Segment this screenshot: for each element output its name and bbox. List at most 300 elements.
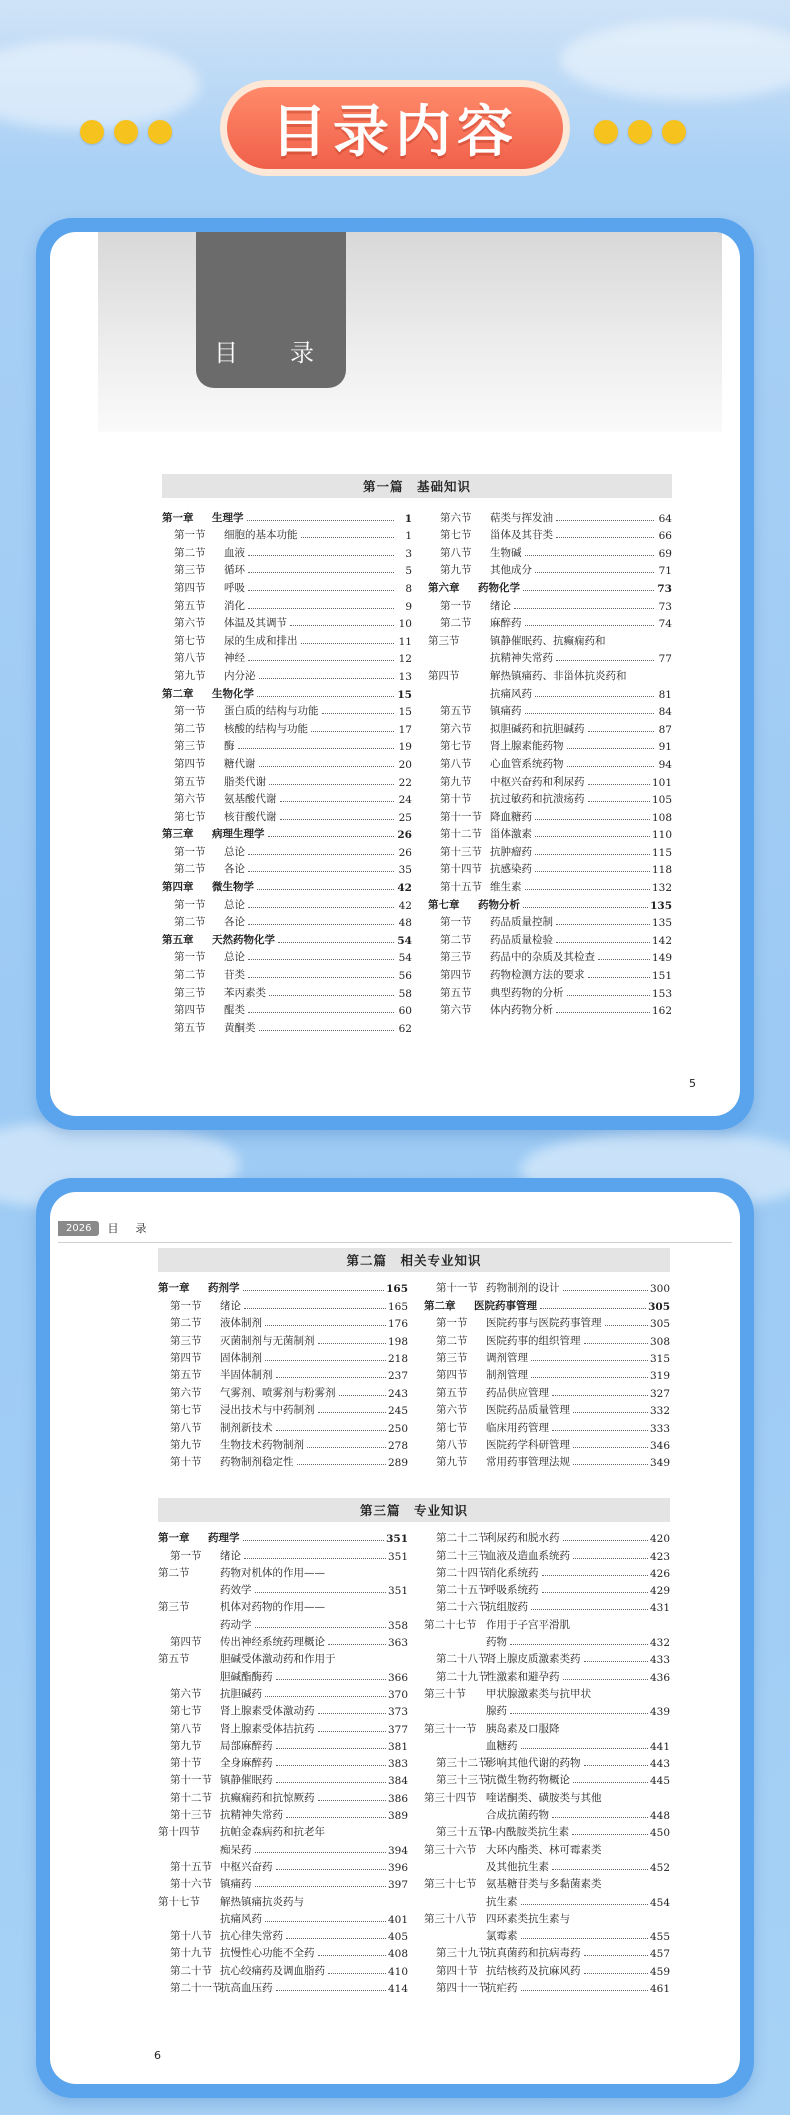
toc-page-number: 349: [649, 1457, 670, 1470]
dot-leader: [318, 1731, 386, 1732]
toc-entry-title: 内分泌: [224, 669, 256, 682]
dot-leader: [276, 1990, 386, 1991]
toc-section-row: [428, 736, 672, 754]
toc-section-row: [424, 1435, 670, 1452]
dot-leader: [510, 1713, 648, 1714]
dot-leader: [297, 1464, 386, 1465]
toc-section-row: [428, 912, 672, 930]
toc-page-number: 162: [651, 1005, 672, 1018]
header-year-tab: 2026: [58, 1221, 99, 1236]
dot-leader: [265, 1696, 386, 1697]
dot-leader: [535, 871, 650, 872]
toc-page-number: 118: [651, 864, 672, 877]
dot: [628, 120, 652, 144]
toc-entry-title: 血糖药: [486, 1739, 518, 1752]
toc-section-row: [428, 947, 672, 965]
toc-entry-title: 萜类与挥发油: [490, 511, 553, 524]
toc-entry-title: 抗癫痫药和抗惊厥药: [220, 1791, 315, 1804]
toc-entry-number: 第十五节: [440, 881, 482, 894]
toc-section-row: [158, 1435, 408, 1452]
dot-leader: [535, 572, 654, 573]
toc-page-number: 448: [649, 1810, 670, 1823]
toc-entry-title: 灭菌制剂与无菌制剂: [220, 1334, 315, 1347]
toc-entry-number: 第七节: [436, 1421, 468, 1434]
dot-leader: [525, 713, 655, 714]
toc-entry-title: 核酸的结构与功能: [224, 722, 308, 735]
dot-leader: [259, 766, 395, 767]
toc-entry-number: 第五节: [436, 1386, 468, 1399]
toc-entry-number: 第八节: [436, 1438, 468, 1451]
toc-entry-title: 呼吸: [224, 581, 245, 594]
toc-entry-title: 肾上腺素受体拮抗药: [220, 1722, 315, 1735]
toc-entry-number: 第四节: [174, 1004, 206, 1017]
dot-leader: [339, 1395, 386, 1396]
toc-entry-title: 酶: [224, 740, 235, 753]
toc-entry-number: 第一节: [170, 1549, 202, 1562]
toc-entry-title: 药品质量检验: [490, 933, 553, 946]
dot-leader: [525, 555, 655, 556]
toc-section-row: [424, 1614, 670, 1631]
toc-entry-number: 第八节: [170, 1722, 202, 1735]
dot-leader: [248, 555, 394, 556]
dot-leader: [556, 537, 654, 538]
toc-entry-title: 甾体激素: [490, 828, 532, 841]
toc-entry-title: 医院药事的组织管理: [486, 1334, 581, 1347]
toc-entry-number: 第一节: [440, 599, 472, 612]
toc-section-row: [428, 507, 672, 525]
dot-leader: [540, 1308, 646, 1309]
toc-entry-number: 第二十三节: [436, 1549, 489, 1562]
toc-entry-title: 抗心律失常药: [220, 1930, 283, 1943]
title-banner: [0, 70, 790, 180]
toc-entry-number: 第六章: [428, 581, 460, 594]
dot-leader: [244, 1558, 386, 1559]
toc-entry-number: 第十四节: [440, 863, 482, 876]
toc-entry-title: 抗组胺药: [486, 1601, 528, 1614]
toc-entry-number: 第三节: [170, 1334, 202, 1347]
toc-entry-title: 药品质量控制: [490, 916, 553, 929]
toc-entry-number: 第三节: [428, 634, 460, 647]
toc-section-row: [424, 1787, 670, 1804]
toc-entry-number: 第四节: [428, 669, 460, 682]
toc-entry-number: 第二节: [158, 1566, 190, 1579]
toc-section-row: [428, 806, 672, 824]
toc-entry-title: 肾上腺皮质激素类药: [486, 1653, 581, 1666]
dot-leader: [556, 520, 654, 521]
dot: [80, 120, 104, 144]
toc-section-row: [158, 1718, 408, 1735]
toc-entry-title: 生物化学: [212, 687, 254, 700]
toc-section-row: [162, 577, 412, 595]
toc-entry-title: 局部麻醉药: [220, 1739, 273, 1752]
toc-section-row: [162, 525, 412, 543]
toc-section-row: [158, 1787, 408, 1804]
toc-entry-title: 生理学: [212, 511, 244, 524]
toc-entry-number: 第四节: [170, 1351, 202, 1364]
toc-section-row: [158, 1597, 408, 1614]
toc-page-number: 71: [658, 565, 672, 578]
toc-entry-number: 第十节: [440, 793, 472, 806]
toc-section-row: [162, 613, 412, 631]
dot-leader: [259, 1030, 395, 1031]
dot-leader: [605, 1325, 648, 1326]
toc-entry-title: 抗痛风药: [220, 1912, 262, 1925]
toc-entry-number: 第三十九节: [436, 1947, 489, 1960]
toc-page-number: 436: [649, 1671, 670, 1684]
toc-page-number: 351: [386, 1533, 408, 1546]
toc-page-number: 149: [651, 952, 672, 965]
toc-page-number: 351: [387, 1550, 408, 1563]
toc-entry-number: 第四章: [162, 881, 194, 894]
part-title: 第二篇 相关专业知识: [346, 1253, 482, 1268]
toc-entry-number: 第七节: [440, 740, 472, 753]
toc-entry-title: 影响其他代谢的药物: [486, 1757, 581, 1770]
toc-page-number: 35: [398, 864, 412, 877]
toc-entry-title: 四环素类抗生素与: [486, 1912, 570, 1925]
toc-entry-title: 药物制剂稳定性: [220, 1456, 294, 1469]
toc-page-number: 408: [387, 1948, 408, 1961]
dot-leader: [243, 1290, 385, 1291]
toc-section-row: [424, 1718, 670, 1735]
toc-page-number: 9: [405, 600, 412, 613]
toc-entry-number: 第一节: [436, 1317, 468, 1330]
dot-leader: [259, 678, 395, 679]
toc-page-card-1: [36, 218, 754, 1130]
toc-page-number: 54: [397, 934, 412, 947]
toc-section-row: [428, 1000, 672, 1018]
toc-section-row: [162, 542, 412, 560]
toc-entry-number: 第十三节: [170, 1809, 212, 1822]
dot-leader: [572, 1834, 648, 1835]
toc-section-row: [162, 595, 412, 613]
toc-page-number: 58: [398, 987, 412, 1000]
toc-entry-title: 甾体及其苷类: [490, 529, 553, 542]
toc-section-row: [428, 665, 672, 683]
toc-page-number: 423: [649, 1550, 670, 1563]
toc-heading-box: [196, 232, 346, 388]
toc-page-number: 397: [387, 1879, 408, 1892]
dot-leader: [290, 625, 394, 626]
toc-section-row: [424, 1753, 670, 1770]
toc-entry-number: 第九节: [170, 1438, 202, 1451]
toc-entry-title: 抗肿瘤药: [490, 845, 532, 858]
toc-page-number: 153: [651, 987, 672, 1000]
toc-entry-title: 甲状腺激素类与抗甲状: [486, 1687, 591, 1700]
toc-section-row: [428, 560, 672, 578]
toc-entry-number: 第三十五节: [436, 1826, 489, 1839]
toc-page-number: 26: [397, 829, 412, 842]
toc-page-number: 433: [649, 1654, 670, 1667]
dot-leader: [286, 1817, 386, 1818]
toc-page-number: 401: [387, 1913, 408, 1926]
toc-entry-title: 临床用药管理: [486, 1421, 549, 1434]
toc-page-number: 15: [397, 688, 412, 701]
toc-section-row: [424, 1926, 670, 1943]
toc-entry-number: 第四节: [170, 1636, 202, 1649]
toc-entry-number: 第十一节: [170, 1774, 212, 1787]
toc-column-left: [158, 1528, 408, 1995]
toc-entry-number: 第二十节: [170, 1964, 212, 1977]
toc-section-row: [424, 1857, 670, 1874]
toc-entry-number: 第十一节: [440, 810, 482, 823]
toc-entry-title: 解热镇痛药、非甾体抗炎药和: [490, 669, 627, 682]
toc-section-row: [428, 613, 672, 631]
dot-leader: [552, 1869, 648, 1870]
dot-leader: [556, 1012, 650, 1013]
toc-entry-title: 抗精神失常药: [220, 1809, 283, 1822]
toc-entry-title: 糖代谢: [224, 757, 256, 770]
dot-leader: [573, 1558, 648, 1559]
toc-page-number: 165: [387, 1300, 408, 1313]
toc-section-row: [424, 1666, 670, 1683]
toc-page-number: 363: [387, 1637, 408, 1650]
toc-entry-number: 第六节: [174, 617, 206, 630]
toc-entry-title: 中枢兴奋药: [220, 1860, 273, 1873]
dot-leader: [248, 924, 394, 925]
toc-section-row: [158, 1943, 408, 1960]
toc-entry-title: 中枢兴奋药和利尿药: [490, 775, 585, 788]
toc-entry-title: 制剂新技术: [220, 1421, 273, 1434]
toc-entry-number: 第四十一节: [436, 1982, 489, 1995]
toc-page-number: 15: [398, 706, 412, 719]
dot-leader: [248, 959, 394, 960]
toc-page-number: 305: [649, 1318, 670, 1331]
toc-entry-number: 第十七节: [158, 1895, 200, 1908]
toc-section-row: [424, 1805, 670, 1822]
toc-page-card-2: [36, 1178, 754, 2098]
toc-entry-title: 胆碱受体激动药和作用于: [220, 1653, 336, 1666]
toc-entry-title: 抗心绞痛药及调血脂药: [220, 1964, 325, 1977]
toc-entry-title: 抗疟药: [486, 1982, 518, 1995]
toc-entry-number: 第五节: [158, 1653, 190, 1666]
dot-leader: [248, 572, 394, 573]
toc-entry-number: 第九节: [440, 775, 472, 788]
dot-leader: [567, 748, 655, 749]
toc-section-row: [158, 1926, 408, 1943]
toc-entry-number: 第二十二节: [436, 1532, 489, 1545]
toc-section-row: [428, 525, 672, 543]
toc-entry-number: 第三十二节: [436, 1757, 489, 1770]
toc-entry-title: 总论: [224, 951, 245, 964]
toc-entry-title: 药物化学: [478, 581, 520, 594]
toc-entry-title: 生物碱: [490, 546, 522, 559]
page-number: 6: [154, 2049, 161, 2062]
toc-entry-title: 抗帕金森病药和抗老年: [220, 1826, 325, 1839]
toc-section-row: [158, 1684, 408, 1701]
toc-entry-number: 第十五节: [170, 1860, 212, 1873]
toc-chapter-row: [424, 1295, 670, 1312]
dot-leader: [276, 1765, 386, 1766]
toc-section-row: [424, 1943, 670, 1960]
toc-entry-title: 抗真菌药和抗病毒药: [486, 1947, 581, 1960]
toc-section-row: [424, 1978, 670, 1995]
toc-page-number: 308: [649, 1335, 670, 1348]
toc-entry-number: 第十四节: [158, 1826, 200, 1839]
toc-entry-title: 黄酮类: [224, 1021, 256, 1034]
toc-entry-title: 合成抗菌药物: [486, 1809, 549, 1822]
toc-entry-title: 蛋白质的结构与功能: [224, 705, 319, 718]
toc-entry-title: 尿的生成和排出: [224, 634, 298, 647]
toc-entry-number: 第六节: [440, 511, 472, 524]
toc-chapter-row: [162, 876, 412, 894]
toc-section-row: [162, 1000, 412, 1018]
toc-page-number: 42: [398, 899, 412, 912]
toc-entry-title: 浸出技术与中药制剂: [220, 1404, 315, 1417]
toc-page-number: 62: [398, 1022, 412, 1035]
toc-entry-title: 镇静催眠药: [220, 1774, 273, 1787]
dot-leader: [531, 1377, 648, 1378]
toc-entry-number: 第六节: [436, 1404, 468, 1417]
toc-entry-number: 第三节: [158, 1601, 190, 1614]
running-header: [58, 1220, 149, 1236]
toc-section-row: [158, 1857, 408, 1874]
toc-entry-title: 胆碱酯酶药: [220, 1670, 273, 1683]
dot-leader: [276, 1869, 386, 1870]
toc-column-left: [162, 507, 412, 1035]
toc-heading: 目 录: [214, 339, 328, 367]
toc-entry-title: 脂类代谢: [224, 775, 266, 788]
part-title-bar: [158, 1248, 670, 1272]
toc-section-row: [428, 753, 672, 771]
dot-leader: [556, 924, 650, 925]
toc-entry-title: 生物技术药物制剂: [220, 1438, 304, 1451]
toc-page-number: 73: [658, 600, 672, 613]
toc-page-number: 366: [387, 1671, 408, 1684]
dot-leader: [584, 1343, 648, 1344]
toc-entry-number: 第一节: [440, 916, 472, 929]
toc-entry-title: 苷类: [224, 969, 245, 982]
toc-section-row: [162, 753, 412, 771]
toc-chapter-row: [162, 683, 412, 701]
toc-page-number: 11: [398, 635, 412, 648]
toc-page-number: 17: [398, 723, 412, 736]
dot-leader: [318, 1955, 386, 1956]
dot: [114, 120, 138, 144]
toc-entry-title: 绪论: [220, 1549, 241, 1562]
toc-section-row: [428, 648, 672, 666]
toc-entry-number: 第二章: [424, 1299, 456, 1312]
toc-section-row: [162, 718, 412, 736]
toc-page-number: 351: [387, 1585, 408, 1598]
dot-leader: [276, 1377, 386, 1378]
toc-entry-title: 抗胆碱药: [220, 1687, 262, 1700]
dot-leader: [244, 1308, 386, 1309]
toc-entry-number: 第一章: [158, 1532, 190, 1545]
dot-leader: [588, 784, 650, 785]
toc-entry-title: 神经: [224, 652, 245, 665]
toc-page-number: 42: [397, 882, 412, 895]
toc-entry-number: 第五章: [162, 933, 194, 946]
toc-entry-number: 第三十节: [424, 1687, 466, 1700]
toc-entry-number: 第三十六节: [424, 1843, 477, 1856]
toc-section-row: [162, 771, 412, 789]
toc-page-number: 439: [649, 1706, 670, 1719]
toc-page-number: 66: [658, 530, 672, 543]
toc-entry-title: 血液及造血系统药: [486, 1549, 570, 1562]
toc-page-number: 410: [387, 1965, 408, 1978]
toc-entry-number: 第二节: [170, 1317, 202, 1330]
dot-leader: [301, 537, 395, 538]
toc-section-row: [158, 1753, 408, 1770]
toc-entry-title: 抗结核药及抗麻风药: [486, 1964, 581, 1977]
dot-leader: [238, 748, 395, 749]
toc-section-row: [162, 806, 412, 824]
dot-leader: [278, 942, 394, 943]
toc-section-row: [428, 683, 672, 701]
dot-leader: [301, 643, 395, 644]
toc-entry-number: 第三十四节: [424, 1791, 477, 1804]
toc-page-number: 386: [387, 1792, 408, 1805]
toc-page-number: 60: [398, 1005, 412, 1018]
toc-entry-number: 第三节: [436, 1351, 468, 1364]
toc-entry-title: 肾上腺素受体激动药: [220, 1705, 315, 1718]
toc-entry-number: 第六节: [440, 1004, 472, 1017]
toc-entry-title: 固体制剂: [220, 1351, 262, 1364]
toc-entry-title: 循环: [224, 564, 245, 577]
toc-entry-title: 维生素: [490, 881, 522, 894]
toc-entry-number: 第三节: [440, 951, 472, 964]
toc-entry-number: 第七节: [174, 634, 206, 647]
dot-leader: [584, 1765, 648, 1766]
toc-entry-title: 调剂管理: [486, 1351, 528, 1364]
decorative-dots-left: [80, 120, 172, 144]
dot-leader: [525, 625, 655, 626]
toc-page-number: 327: [649, 1387, 670, 1400]
toc-section-row: [158, 1701, 408, 1718]
toc-page-number: 110: [651, 829, 672, 842]
toc-entry-title: 消化: [224, 599, 245, 612]
toc-entry-number: 第十节: [170, 1757, 202, 1770]
toc-entry-title: 抗慢性心功能不全药: [220, 1947, 315, 1960]
toc-entry-title: 医院药事与医院药事管理: [486, 1317, 602, 1330]
toc-section-row: [162, 560, 412, 578]
toc-entry-title: 利尿药和脱水药: [486, 1532, 560, 1545]
toc-column-right: [424, 1528, 670, 1995]
dot-leader: [265, 1325, 386, 1326]
toc-entry-number: 第二节: [174, 916, 206, 929]
dot-leader: [322, 713, 395, 714]
toc-page-number: 8: [405, 582, 412, 595]
dot-leader: [255, 1852, 386, 1853]
toc-page-number: 56: [398, 970, 412, 983]
toc-page-number: 108: [651, 811, 672, 824]
toc-page-number: 332: [649, 1405, 670, 1418]
toc-page-number: 381: [387, 1740, 408, 1753]
dot-leader: [276, 1748, 386, 1749]
dot-leader: [521, 1938, 648, 1939]
toc-entry-title: 解热镇痛抗炎药与: [220, 1895, 304, 1908]
toc-section-row: [162, 789, 412, 807]
toc-entry-title: 抗感染药: [490, 863, 532, 876]
toc-chapter-row: [162, 507, 412, 525]
toc-section-row: [424, 1278, 670, 1295]
toc-section-row: [428, 841, 672, 859]
dot-leader: [598, 959, 650, 960]
toc-entry-title: 药物: [486, 1636, 507, 1649]
toc-entry-title: 痴呆药: [220, 1843, 252, 1856]
toc-entry-title: 降血糖药: [490, 810, 532, 823]
dot-leader: [318, 1343, 386, 1344]
toc-entry-title: 麻醉药: [490, 617, 522, 630]
toc-section-row: [158, 1822, 408, 1839]
toc-entry-title: 性激素和避孕药: [486, 1670, 560, 1683]
toc-page-number: 26: [398, 846, 412, 859]
toc-page-number: 105: [651, 794, 672, 807]
toc-entry-title: 镇痛药: [490, 705, 522, 718]
toc-section-row: [424, 1839, 670, 1856]
toc-entry-number: 第二十一节: [170, 1982, 223, 1995]
toc-entry-title: 抗过敏药和抗溃疡药: [490, 793, 585, 806]
